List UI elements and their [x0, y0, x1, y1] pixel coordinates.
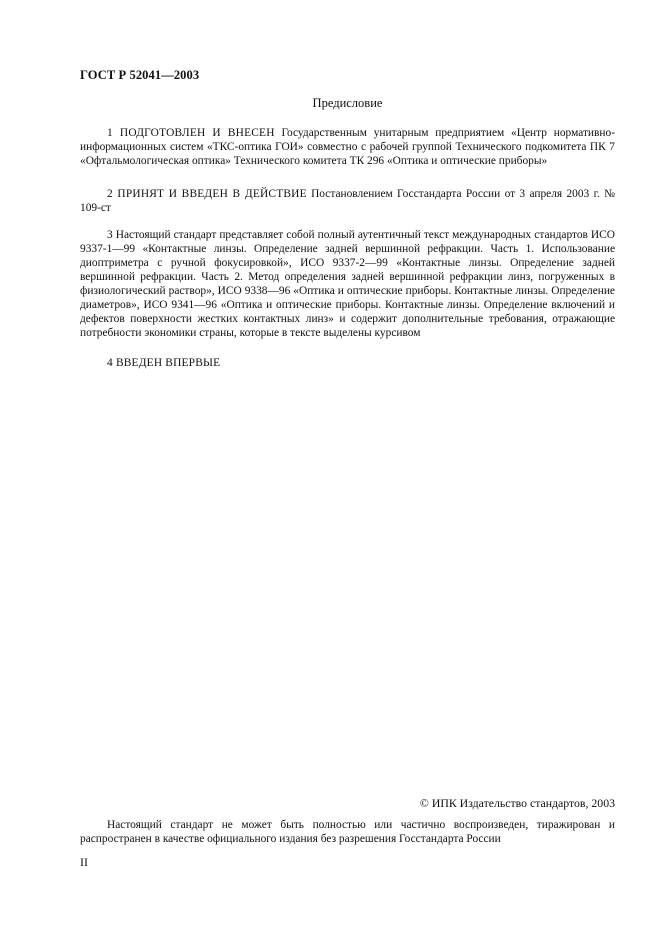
section-title: Предисловие — [312, 96, 383, 110]
item-lead: 2 ПРИНЯТ И ВВЕДЕН В ДЕЙСТВИЕ — [107, 188, 307, 200]
item-text: 3 Настоящий стандарт представляет собой полный аутентичный текст международных стандартов ИСО 9337-1—99 «Контактные линзы. Определение задней вершинной рефракции. Часть 1. Использование диоптриметра с ручной фокусировкой», ИСО 9337-2—99 «Контактные линзы. Определение задней вершинной рефракции. Часть 2. Метод определения задней вершинной рефракции линз, погруженных в физиологический раствор», ИСО 9338—96 «Оптика и оптические приборы. Контактные линзы. Определение диаметров», ИСО 9341—96 «Оптика и оптические приборы. Контактные линзы. Определение включений и дефектов поверхности жестких контактных линз» и содержит дополнительные требования, отражающие потребности экономики страны, которые в тексте выделены курсивом — [80, 229, 615, 339]
document-header: ГОСТ Р 52041—2003 — [80, 68, 200, 82]
item-text: Постановлением Госстандарта России от 3 апреля 2003 г. № 109-ст — [80, 188, 615, 214]
copyright-line: © ИПК Издательство стандартов, 2003 — [419, 796, 615, 810]
foreword-item-4 — [80, 356, 615, 370]
page-number: II — [80, 855, 88, 869]
foreword-item-1 — [80, 126, 615, 168]
item-lead: 1 ПОДГОТОВЛЕН И ВНЕСЕН — [107, 127, 275, 139]
item-lead: 4 ВВЕДЕН ВПЕРВЫЕ — [107, 357, 221, 369]
foreword-item-3 — [80, 228, 615, 340]
item-text: Государственным унитарным предприятием «Центр нормативно-информационных систем «ТКС-оптика ГОИ» совместно с рабочей группой Технического подкомитета ПК 7 «Офтальмологическая оптика» Технического комитета ТК 296 «Оптика и оптические приборы» — [80, 127, 615, 167]
foreword-item-2 — [80, 187, 615, 215]
reproduction-notice: Настоящий стандарт не может быть полностью или частично воспроизведен, тиражирован и распространен в качестве официального издания без разрешения Госстандарта России — [80, 819, 615, 845]
